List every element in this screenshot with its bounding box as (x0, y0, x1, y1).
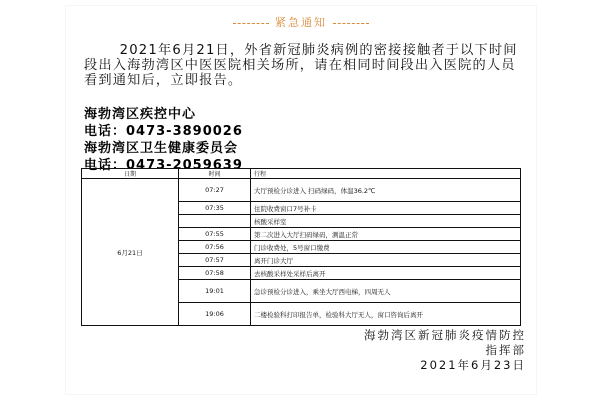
activity-cell: 去核酸采样处采样后离开 (251, 267, 521, 280)
title-divider-left (233, 23, 269, 24)
time-cell: 19:06 (179, 303, 251, 326)
signoff-date: 2021年6月23日 (420, 358, 526, 372)
activity-cell: 急诊预检分诊进入，乘坐大厅西电梯，四周无人 (251, 280, 521, 303)
title-divider-right (333, 23, 369, 24)
time-cell: 07:35 (179, 202, 251, 215)
contact-phone-2: 电话：0473-2059639 (84, 158, 243, 173)
contact-block (84, 106, 524, 174)
contact-org-2: 海勃湾区卫生健康委员会 (84, 141, 239, 156)
schedule-table (81, 168, 521, 326)
header-date: 日期 (82, 169, 179, 179)
table-row (82, 179, 521, 202)
date-cell: 6月21日 (82, 179, 179, 326)
notice-title (227, 16, 375, 29)
activity-cell: 大厅预检分诊进入 扫码绿码，体温36.2℃ (251, 179, 521, 202)
time-cell (179, 215, 251, 228)
time-cell: 07:58 (179, 267, 251, 280)
signoff-org: 海勃湾区新冠肺炎疫情防控 (364, 328, 526, 342)
activity-cell: 核酸采样室 (251, 215, 521, 228)
time-cell: 07:27 (179, 179, 251, 202)
time-cell: 07:57 (179, 254, 251, 267)
contact-org-1: 海勃湾区疾控中心 (84, 107, 197, 122)
signoff-block (66, 328, 536, 373)
time-cell: 07:55 (179, 228, 251, 241)
header-time: 时间 (179, 169, 251, 179)
notice-document (66, 6, 536, 394)
contact-phone-1: 电话：0473-3890026 (84, 124, 243, 139)
header-activity: 行程 (251, 169, 521, 179)
activity-cell: 门诊收费处，5号窗口缴费 (251, 241, 521, 254)
time-cell: 07:56 (179, 241, 251, 254)
title-text: 紧急通知 (275, 16, 327, 29)
activity-cell: 离开门诊大厅 (251, 254, 521, 267)
activity-cell: 住院收费窗口7号补卡 (251, 202, 521, 215)
intro-paragraph (84, 43, 524, 88)
activity-cell: 二楼检验科打印报告单，检验科大厅无人，窗口咨询后离开 (251, 303, 521, 326)
activity-cell: 第二次进入大厅扫码绿码，测温正常 (251, 228, 521, 241)
title-row (66, 11, 536, 30)
time-cell: 19:01 (179, 280, 251, 303)
signoff-dept: 指挥部 (485, 343, 526, 357)
intro-text: 2021年6月21日，外省新冠肺炎病例的密接接触者于以下时间段出入海勃湾区中医医院相关场所，请在相同时间段出入医院的人员看到通知后，立即报告。 (84, 43, 518, 88)
table-header-row (82, 169, 521, 179)
